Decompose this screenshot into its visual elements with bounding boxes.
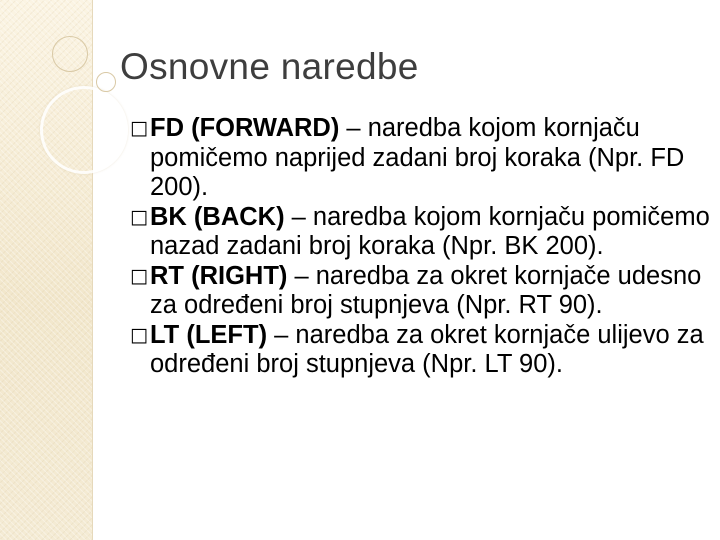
bullet-icon: [130, 203, 150, 233]
slide-title: Osnovne naredbe: [120, 46, 419, 87]
description-bk: – naredba kojom kornjaču pomičemo nazad zadani broj koraka (Npr. BK 200).: [150, 202, 710, 260]
bullet-icon: [130, 262, 150, 292]
list-item-lt: [130, 321, 710, 380]
bullet-icon: [130, 321, 150, 351]
decorative-side-strip: [0, 0, 92, 540]
bullet-icon: [130, 114, 150, 144]
bullet-list: [130, 114, 710, 380]
list-item-rt: [130, 262, 710, 321]
command-lt: LT (LEFT): [150, 320, 268, 349]
list-item-fd: [130, 114, 710, 203]
command-bk: BK (BACK): [150, 202, 285, 231]
description-rt: – naredba za okret kornjače udesno za određeni broj stupnjeva (Npr. RT 90).: [150, 261, 702, 319]
command-rt: RT (RIGHT): [150, 261, 288, 290]
description-fd: – naredba kojom kornjaču pomičemo naprijed zadani broj koraka (Npr. FD 200).: [150, 114, 685, 201]
description-lt: – naredba za okret kornjače ulijevo za određeni broj stupnjeva (Npr. LT 90).: [150, 320, 704, 378]
command-fd: FD (FORWARD): [150, 114, 340, 142]
list-item-bk: [130, 203, 710, 262]
decorative-large-ring: [40, 86, 128, 174]
decorative-tiny-ring: [96, 72, 116, 92]
side-strip-divider: [92, 0, 93, 540]
decorative-small-ring: [52, 36, 88, 72]
